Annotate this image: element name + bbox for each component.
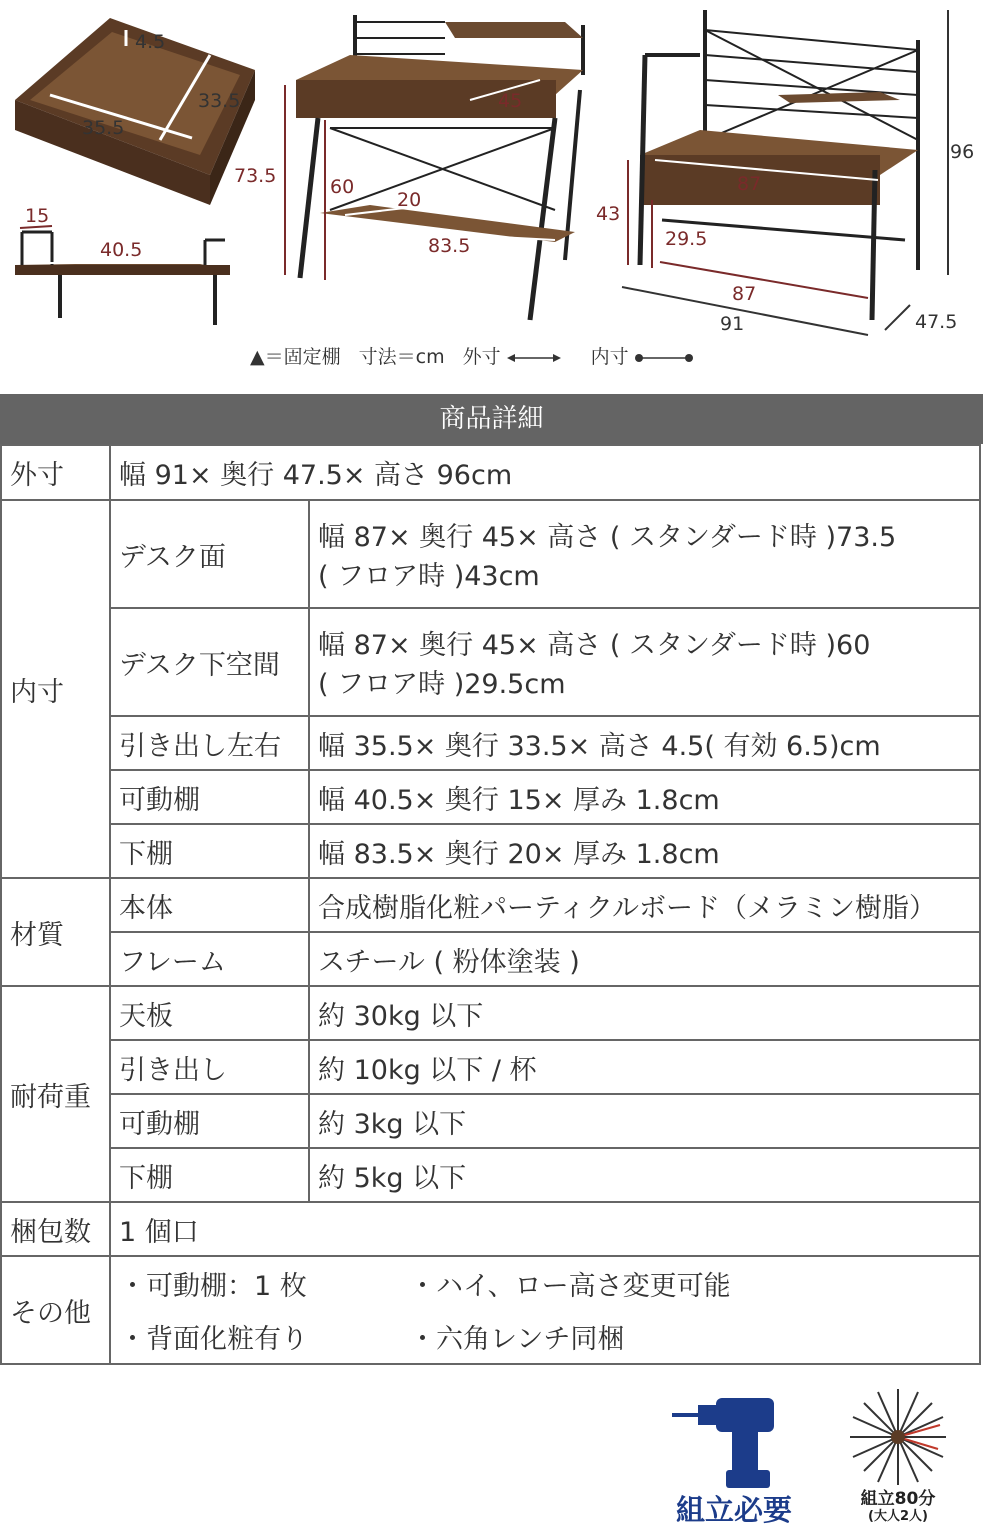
load-item-value: 約 30kg 以下 xyxy=(309,986,980,1040)
row-label-material: 材質 xyxy=(1,878,110,986)
inner-item-value: 幅 87× 奥行 45× 高さ ( スタンダード時 )73.5 xyxy=(318,522,897,553)
assembly-people: (大人2人) xyxy=(868,1509,928,1524)
table-row xyxy=(1,1040,980,1094)
shelf-width-label: 40.5 xyxy=(100,239,143,261)
drawer-width-label: 35.5 xyxy=(82,117,125,139)
table-row xyxy=(1,824,980,878)
drill-icon xyxy=(672,1393,782,1493)
legend-inner: 内寸 xyxy=(590,346,629,368)
total-height-label: 96 xyxy=(950,141,975,163)
inner-item-label: 下棚 xyxy=(110,824,309,878)
product-diagrams xyxy=(0,0,983,385)
assembly-time: 組立80分 xyxy=(860,1489,936,1509)
table-row xyxy=(1,878,980,932)
other-note: ・六角レンチ同梱 xyxy=(409,1324,625,1355)
floor-desk-drawing xyxy=(596,10,974,335)
load-item-label: 天板 xyxy=(110,986,309,1040)
desk-height-label: 73.5 xyxy=(234,165,277,187)
row-label-outer: 外寸 xyxy=(1,445,110,500)
row-label-load: 耐荷重 xyxy=(1,986,110,1202)
table-row xyxy=(1,608,980,716)
other-notes xyxy=(119,1258,971,1362)
legend-fixed-shelf: ▲＝固定棚 xyxy=(250,346,341,368)
load-item-label: 下棚 xyxy=(110,1148,309,1202)
legend-unit: 寸法＝cm xyxy=(358,346,445,368)
inner-item-value-2: ( フロア時 )29.5cm xyxy=(318,669,566,700)
total-width-label: 91 xyxy=(720,313,745,335)
standard-desk-drawing xyxy=(234,15,583,320)
assembly-icons xyxy=(0,1385,983,1536)
section-title: 商品詳細 xyxy=(0,394,983,444)
table-row xyxy=(1,1148,980,1202)
dimension-legend xyxy=(250,342,693,369)
outer-arrow-icon xyxy=(507,352,561,364)
dimension-drawings xyxy=(0,0,983,340)
material-item-label: フレーム xyxy=(110,932,309,986)
other-note: ・可動棚：1 枚 xyxy=(119,1271,307,1302)
table-row xyxy=(1,445,980,500)
row-label-inner: 内寸 xyxy=(1,500,110,878)
clock-sunburst-icon xyxy=(848,1387,948,1487)
material-item-value: スチール ( 粉体塗装 ) xyxy=(309,932,980,986)
table-row xyxy=(1,1094,980,1148)
inner-item-value: 幅 40.5× 奥行 15× 厚み 1.8cm xyxy=(309,770,980,824)
inner-item-label: デスク下空間 xyxy=(110,608,309,716)
movable-shelf-drawing xyxy=(15,205,230,325)
drawer-depth-label: 33.5 xyxy=(198,90,241,112)
other-note: ・ハイ、ロー高さ変更可能 xyxy=(409,1271,731,1302)
assembly-time-label xyxy=(850,1490,946,1526)
floor-inner-width-label: 87 xyxy=(732,283,757,305)
load-item-label: 引き出し xyxy=(110,1040,309,1094)
material-item-label: 本体 xyxy=(110,878,309,932)
desk-depth-label: 45 xyxy=(498,90,523,112)
shelf-depth-label: 15 xyxy=(25,205,50,227)
load-item-value: 約 5kg 以下 xyxy=(309,1148,980,1202)
floor-desk-width-label: 87 xyxy=(737,173,762,195)
inner-item-value-2: ( フロア時 )43cm xyxy=(318,561,540,592)
row-label-other: その他 xyxy=(1,1256,110,1364)
row-label-package: 梱包数 xyxy=(1,1202,110,1256)
other-note: ・背面化粧有り xyxy=(119,1324,308,1355)
table-row xyxy=(1,1256,980,1364)
row-value-outer: 幅 91× 奥行 47.5× 高さ 96cm xyxy=(110,445,980,500)
inner-item-label: 引き出し左右 xyxy=(110,716,309,770)
load-item-value: 約 3kg 以下 xyxy=(309,1094,980,1148)
lower-shelf-width-label: 83.5 xyxy=(428,235,471,257)
floor-under-height-label: 29.5 xyxy=(665,228,708,250)
inner-dot-line-icon xyxy=(635,352,693,364)
table-row xyxy=(1,500,980,608)
inner-item-label: 可動棚 xyxy=(110,770,309,824)
floor-desk-height-label: 43 xyxy=(596,203,621,225)
load-item-label: 可動棚 xyxy=(110,1094,309,1148)
material-item-value: 合成樹脂化粧パーティクルボード（メラミン樹脂） xyxy=(309,878,980,932)
row-value-package: 1 個口 xyxy=(110,1202,980,1256)
drawer-drawing xyxy=(15,18,255,205)
table-row xyxy=(1,932,980,986)
inner-item-label: デスク面 xyxy=(110,500,309,608)
assembly-required-label: 組立必要 xyxy=(676,1493,793,1527)
legend-outer: 外寸 xyxy=(462,346,501,368)
lower-shelf-depth-label: 20 xyxy=(397,189,422,211)
total-depth-label: 47.5 xyxy=(915,311,958,333)
inner-item-value: 幅 87× 奥行 45× 高さ ( スタンダード時 )60 xyxy=(318,630,871,661)
table-row xyxy=(1,986,980,1040)
under-space-height-label: 60 xyxy=(330,176,355,198)
load-item-value: 約 10kg 以下 / 杯 xyxy=(309,1040,980,1094)
drawer-height-label: 4.5 xyxy=(135,31,166,53)
table-row xyxy=(1,1202,980,1256)
inner-item-value: 幅 83.5× 奥行 20× 厚み 1.8cm xyxy=(309,824,980,878)
table-row xyxy=(1,770,980,824)
inner-item-value: 幅 35.5× 奥行 33.5× 高さ 4.5( 有効 6.5)cm xyxy=(309,716,980,770)
table-row xyxy=(1,716,980,770)
spec-table xyxy=(0,444,981,1365)
